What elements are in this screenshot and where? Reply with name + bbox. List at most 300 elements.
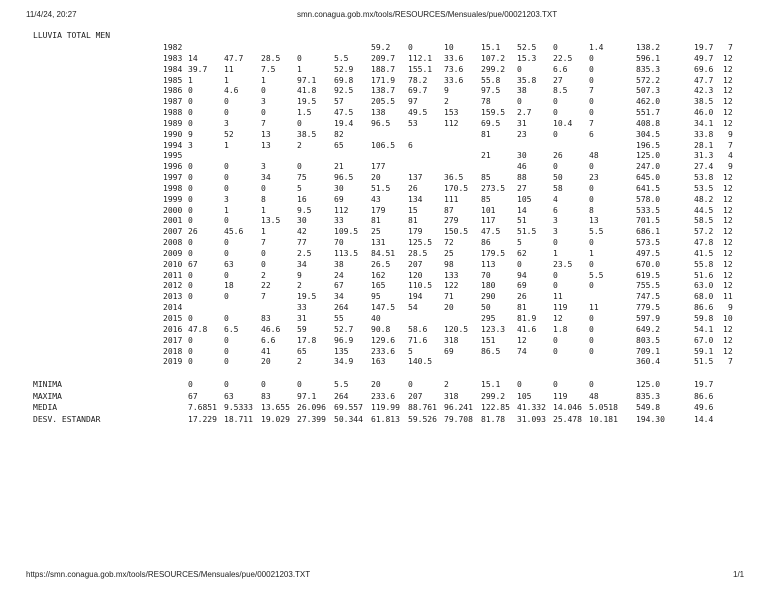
monthly-mean-cell: 59.1 [694,347,714,356]
stat-value-cell: 69.557 [334,403,363,412]
monthly-mean-cell: 46.0 [694,108,714,117]
month-value-cell: 129.6 [371,336,396,345]
month-value-cell: 28.5 [408,249,428,258]
stat-value-cell: 194.30 [636,415,665,424]
month-value-cell: 94 [517,271,527,280]
month-value-cell: 90.8 [371,325,391,334]
month-value-cell: 86.5 [481,347,501,356]
stat-value-cell: 10.181 [589,415,618,424]
document-heading: LLUVIA TOTAL MEN [33,31,111,40]
month-value-cell: 34 [334,292,344,301]
month-value-cell: 40 [371,314,381,323]
month-value-cell: 0 [553,271,558,280]
month-value-cell: 0 [553,162,558,171]
month-value-cell: 98 [444,260,454,269]
year-cell: 1989 [163,119,183,128]
month-value-cell: 180 [481,281,496,290]
month-value-cell: 1.5 [297,108,312,117]
month-value-cell: 96.5 [371,119,391,128]
month-value-cell: 26 [188,227,198,236]
month-count-cell: 12 [723,173,733,182]
annual-total-cell: 572.2 [636,76,661,85]
month-value-cell: 112.1 [408,54,433,63]
annual-total-cell: 619.5 [636,271,661,280]
month-value-cell: 0 [188,195,193,204]
month-value-cell: 52.7 [334,325,354,334]
month-value-cell: 110.5 [408,281,433,290]
month-value-cell: 19.4 [334,119,354,128]
month-value-cell: 0 [517,97,522,106]
monthly-mean-cell: 69.6 [694,65,714,74]
month-value-cell: 9 [297,271,302,280]
month-value-cell: 69 [334,195,344,204]
year-cell: 2012 [163,281,183,290]
annual-total-cell: 670.0 [636,260,661,269]
month-value-cell: 0 [224,314,229,323]
month-value-cell: 43 [371,195,381,204]
month-value-cell: 20 [261,357,271,366]
month-count-cell: 12 [723,119,733,128]
month-value-cell: 0 [224,108,229,117]
stat-value-cell: 264 [334,392,349,401]
month-value-cell: 69 [444,347,454,356]
month-value-cell: 5.5 [589,227,604,236]
month-value-cell: 23.5 [553,260,573,269]
month-count-cell: 9 [728,303,733,312]
stat-value-cell: 0 [297,380,302,389]
month-value-cell: 82 [334,130,344,139]
year-cell: 1984 [163,65,183,74]
month-value-cell: 0 [553,97,558,106]
year-cell: 1999 [163,195,183,204]
month-value-cell: 299.2 [481,65,506,74]
month-count-cell: 12 [723,76,733,85]
stat-value-cell: 0 [553,380,558,389]
month-value-cell: 41.8 [297,86,317,95]
month-value-cell: 48 [589,151,599,160]
annual-total-cell: 686.1 [636,227,661,236]
month-value-cell: 39.7 [188,65,208,74]
stat-value-cell: 20 [371,380,381,389]
month-value-cell: 179.5 [481,249,506,258]
month-value-cell: 5.5 [589,271,604,280]
month-value-cell: 81 [481,130,491,139]
annual-total-cell: 247.0 [636,162,661,171]
year-cell: 2017 [163,336,183,345]
stat-value-cell: 96.241 [444,403,473,412]
year-cell: 1990 [163,130,183,139]
month-value-cell: 165 [371,281,386,290]
month-value-cell: 188.7 [371,65,396,74]
month-value-cell: 75 [297,173,307,182]
month-value-cell: 7.5 [261,65,276,74]
month-value-cell: 33.6 [444,54,464,63]
month-value-cell: 0 [188,86,193,95]
month-value-cell: 0 [188,216,193,225]
month-value-cell: 81 [517,303,527,312]
monthly-mean-cell: 51.6 [694,271,714,280]
monthly-mean-cell: 55.8 [694,260,714,269]
print-footer-url: https://smn.conagua.gob.mx/tools/RESOURCES/Mensuales/pue/00021203.TXT [26,570,311,579]
month-count-cell: 12 [723,108,733,117]
month-value-cell: 53 [408,119,418,128]
month-value-cell: 9.5 [297,206,312,215]
month-value-cell: 22.5 [553,54,573,63]
month-value-cell: 7 [589,86,594,95]
month-value-cell: 7 [261,292,266,301]
annual-total-cell: 462.0 [636,97,661,106]
annual-total-cell: 533.5 [636,206,661,215]
month-value-cell: 97.1 [297,76,317,85]
month-value-cell: 4.6 [224,86,239,95]
annual-total-cell: 573.5 [636,238,661,247]
stat-value-cell: 27.399 [297,415,326,424]
month-value-cell: 0 [188,238,193,247]
month-value-cell: 0 [553,43,558,52]
month-value-cell: 0 [188,336,193,345]
month-value-cell: 78 [481,97,491,106]
stat-value-cell: 83 [261,392,271,401]
month-value-cell: 30 [517,151,527,160]
stat-value-cell: 79.708 [444,415,473,424]
month-count-cell: 12 [723,184,733,193]
year-cell: 1995 [163,151,183,160]
month-value-cell: 155.1 [408,65,433,74]
month-value-cell: 5 [297,184,302,193]
month-value-cell: 74 [517,347,527,356]
month-value-cell: 81.9 [517,314,537,323]
month-value-cell: 31 [517,119,527,128]
month-value-cell: 1 [224,76,229,85]
month-value-cell: 67 [188,260,198,269]
month-value-cell: 52.9 [334,65,354,74]
month-value-cell: 0 [589,54,594,63]
month-value-cell: 24 [334,271,344,280]
month-value-cell: 0 [589,97,594,106]
year-cell: 2016 [163,325,183,334]
month-value-cell: 233.6 [371,347,396,356]
month-value-cell: 0 [261,108,266,117]
year-cell: 2011 [163,271,183,280]
month-value-cell: 6.6 [553,65,568,74]
month-value-cell: 119 [553,303,568,312]
month-count-cell: 12 [723,195,733,204]
month-value-cell: 11 [553,292,563,301]
stat-value-cell: 0 [517,380,522,389]
stat-value-cell: 19.029 [261,415,290,424]
month-value-cell: 112 [444,119,459,128]
monthly-mean-cell: 86.6 [694,303,714,312]
stat-value-cell: 5.5 [334,380,349,389]
stat-value-cell: 17.229 [188,415,217,424]
year-cell: 2008 [163,238,183,247]
month-value-cell: 47.5 [334,108,354,117]
month-value-cell: 0 [553,347,558,356]
month-value-cell: 105 [517,195,532,204]
month-value-cell: 2 [261,271,266,280]
month-count-cell: 12 [723,260,733,269]
month-count-cell: 7 [728,357,733,366]
month-value-cell: 10 [444,43,454,52]
month-value-cell: 54 [408,303,418,312]
month-value-cell: 71 [444,292,454,301]
month-value-cell: 22 [261,281,271,290]
year-cell: 1994 [163,141,183,150]
month-value-cell: 318 [444,336,459,345]
annual-total-cell: 138.2 [636,43,661,52]
stat-value-cell: 207 [408,392,423,401]
month-value-cell: 0 [589,314,594,323]
month-value-cell: 51.5 [371,184,391,193]
month-value-cell: 0 [188,347,193,356]
month-value-cell: 109.5 [334,227,359,236]
month-value-cell: 159.5 [481,108,506,117]
month-value-cell: 205.5 [371,97,396,106]
month-value-cell: 7 [261,119,266,128]
monthly-mean-cell: 38.5 [694,97,714,106]
month-value-cell: 58 [553,184,563,193]
month-value-cell: 96.9 [334,336,354,345]
print-page-number: 1/1 [733,570,745,579]
month-value-cell: 162 [371,271,386,280]
print-datetime: 11/4/24, 20:27 [26,10,77,19]
month-value-cell: 123.3 [481,325,506,334]
stat-value-cell: 49.6 [694,403,714,412]
annual-total-cell: 779.5 [636,303,661,312]
year-cell: 1988 [163,108,183,117]
month-value-cell: 42 [297,227,307,236]
month-count-cell: 12 [723,347,733,356]
year-cell: 2009 [163,249,183,258]
monthly-mean-cell: 34.1 [694,119,714,128]
month-value-cell: 71.6 [408,336,428,345]
month-value-cell: 0 [224,238,229,247]
month-value-cell: 179 [371,206,386,215]
month-value-cell: 0 [224,184,229,193]
month-value-cell: 120.5 [444,325,469,334]
month-value-cell: 0 [224,216,229,225]
month-value-cell: 0 [188,271,193,280]
month-count-cell: 9 [728,162,733,171]
month-value-cell: 41.6 [517,325,537,334]
month-value-cell: 6.6 [261,336,276,345]
month-value-cell: 97.5 [481,86,501,95]
month-value-cell: 9 [444,86,449,95]
month-value-cell: 84.51 [371,249,396,258]
year-cell: 1985 [163,76,183,85]
stat-value-cell: 81.78 [481,415,506,424]
month-value-cell: 20 [444,303,454,312]
month-value-cell: 23 [589,173,599,182]
month-value-cell: 4 [553,195,558,204]
stat-value-cell: 61.813 [371,415,400,424]
month-value-cell: 50 [553,173,563,182]
month-value-cell: 0 [224,292,229,301]
month-value-cell: 69 [517,281,527,290]
month-value-cell: 0 [224,271,229,280]
month-value-cell: 13 [261,130,271,139]
month-value-cell: 12 [553,314,563,323]
month-value-cell: 51 [517,216,527,225]
annual-total-cell: 507.3 [636,86,661,95]
month-count-cell: 12 [723,227,733,236]
stat-value-cell: 835.3 [636,392,661,401]
month-value-cell: 122 [444,281,459,290]
annual-total-cell: 360.4 [636,357,661,366]
month-value-cell: 33 [334,216,344,225]
stat-value-cell: 88.761 [408,403,437,412]
month-value-cell: 28.5 [261,54,281,63]
month-value-cell: 15.3 [517,54,537,63]
month-value-cell: 13 [261,141,271,150]
year-cell: 1997 [163,173,183,182]
stat-label: MAXIMA [33,392,62,401]
month-value-cell: 20 [371,173,381,182]
annual-total-cell: 578.0 [636,195,661,204]
monthly-mean-cell: 47.8 [694,238,714,247]
month-value-cell: 1.8 [553,325,568,334]
month-value-cell: 38.5 [297,130,317,139]
month-value-cell: 0 [224,249,229,258]
month-value-cell: 273.5 [481,184,506,193]
year-cell: 1983 [163,54,183,63]
month-value-cell: 194 [408,292,423,301]
month-value-cell: 77 [297,238,307,247]
annual-total-cell: 125.0 [636,151,661,160]
monthly-mean-cell: 49.7 [694,54,714,63]
stat-value-cell: 25.478 [553,415,582,424]
month-count-cell: 12 [723,216,733,225]
month-value-cell: 27 [517,184,527,193]
month-value-cell: 0 [553,238,558,247]
month-value-cell: 13.5 [261,216,281,225]
month-count-cell: 7 [728,141,733,150]
month-value-cell: 113.5 [334,249,359,258]
month-value-cell: 86 [481,238,491,247]
month-value-cell: 1 [188,76,193,85]
month-value-cell: 15.1 [481,43,501,52]
month-value-cell: 0 [553,108,558,117]
stat-value-cell: 0 [408,380,413,389]
month-value-cell: 3 [188,141,193,150]
month-value-cell: 135 [334,347,349,356]
month-value-cell: 21 [481,151,491,160]
month-value-cell: 95 [371,292,381,301]
month-value-cell: 0 [589,336,594,345]
month-value-cell: 290 [481,292,496,301]
month-count-cell: 4 [728,151,733,160]
annual-total-cell: 803.5 [636,336,661,345]
month-value-cell: 1 [553,249,558,258]
month-value-cell: 59 [297,325,307,334]
stat-value-cell: 122.85 [481,403,510,412]
month-value-cell: 133 [444,271,459,280]
stat-value-cell: 15.1 [481,380,501,389]
annual-total-cell: 649.2 [636,325,661,334]
month-value-cell: 31 [297,314,307,323]
month-value-cell: 0 [297,162,302,171]
month-value-cell: 0 [261,184,266,193]
month-value-cell: 55 [334,314,344,323]
month-count-cell: 12 [723,336,733,345]
stat-value-cell: 0 [224,380,229,389]
monthly-mean-cell: 27.4 [694,162,714,171]
month-value-cell: 295 [481,314,496,323]
month-value-cell: 0 [261,260,266,269]
stat-value-cell: 86.6 [694,392,714,401]
monthly-mean-cell: 53.5 [694,184,714,193]
month-value-cell: 11 [589,303,599,312]
stat-value-cell: 119 [553,392,568,401]
stat-value-cell: 105 [517,392,532,401]
monthly-mean-cell: 44.5 [694,206,714,215]
month-value-cell: 88 [517,173,527,182]
month-value-cell: 11 [224,65,234,74]
month-value-cell: 78.2 [408,76,428,85]
month-value-cell: 0 [517,260,522,269]
month-count-cell: 12 [723,65,733,74]
month-value-cell: 2 [297,357,302,366]
month-value-cell: 59.2 [371,43,391,52]
month-count-cell: 7 [728,43,733,52]
month-count-cell: 12 [723,249,733,258]
year-cell: 1986 [163,86,183,95]
month-value-cell: 0 [261,86,266,95]
month-value-cell: 50 [481,303,491,312]
month-value-cell: 26.5 [371,260,391,269]
month-value-cell: 18 [224,281,234,290]
annual-total-cell: 497.5 [636,249,661,258]
month-value-cell: 0 [188,173,193,182]
monthly-mean-cell: 28.1 [694,141,714,150]
month-value-cell: 0 [224,97,229,106]
month-value-cell: 147.5 [371,303,396,312]
month-value-cell: 10.4 [553,119,573,128]
month-value-cell: 101 [481,206,496,215]
month-value-cell: 13 [589,216,599,225]
month-value-cell: 52.5 [517,43,537,52]
month-value-cell: 36.5 [444,173,464,182]
monthly-mean-cell: 19.7 [694,43,714,52]
year-cell: 2010 [163,260,183,269]
month-value-cell: 55.8 [481,76,501,85]
month-value-cell: 1 [224,141,229,150]
month-value-cell: 171.9 [371,76,396,85]
month-value-cell: 137 [408,173,423,182]
month-value-cell: 73.6 [444,65,464,74]
stat-value-cell: 233.6 [371,392,396,401]
month-value-cell: 81 [371,216,381,225]
month-value-cell: 177 [371,162,386,171]
month-value-cell: 0 [297,119,302,128]
month-value-cell: 2.7 [517,108,532,117]
month-value-cell: 30 [334,184,344,193]
month-value-cell: 45.6 [224,227,244,236]
month-value-cell: 134 [408,195,423,204]
stat-value-cell: 63 [224,392,234,401]
month-value-cell: 41 [261,347,271,356]
month-value-cell: 0 [589,238,594,247]
month-value-cell: 138.7 [371,86,396,95]
month-value-cell: 8.5 [553,86,568,95]
annual-total-cell: 408.8 [636,119,661,128]
stat-value-cell: 67 [188,392,198,401]
stat-value-cell: 26.096 [297,403,326,412]
monthly-mean-cell: 54.1 [694,325,714,334]
month-value-cell: 9 [188,130,193,139]
stat-value-cell: 119.99 [371,403,400,412]
month-value-cell: 163 [371,357,386,366]
